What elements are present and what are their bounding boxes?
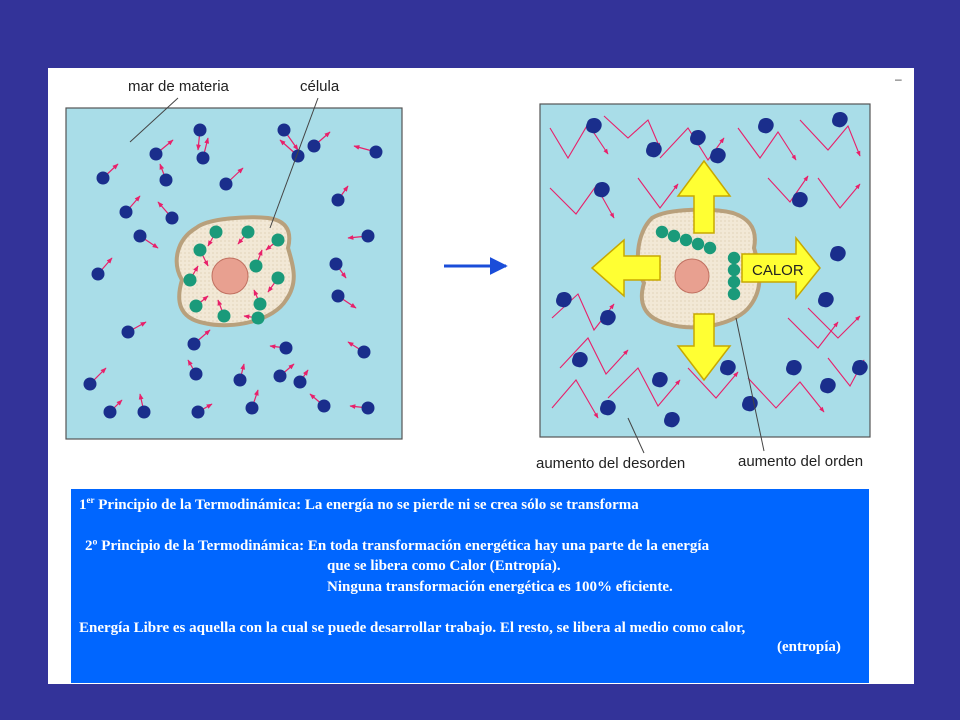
matter-particle [190, 368, 203, 381]
thermodynamics-text-box [71, 489, 869, 683]
matter-particle [332, 290, 345, 303]
cell-particle [194, 244, 207, 257]
matter-particle [362, 402, 375, 415]
cell-particle [254, 298, 267, 311]
cell-particle [184, 274, 197, 287]
efficiency-line: Ninguna transformación energética es 100% eficiente. [327, 579, 673, 595]
cell-particle [210, 226, 223, 239]
matter-particle [97, 172, 110, 185]
ordered-cell-particle [728, 288, 740, 300]
cell-particle [252, 312, 265, 325]
matter-particle [318, 400, 331, 413]
cell-particle [272, 234, 285, 247]
ordered-cell-particle [668, 230, 680, 242]
label-celula: célula [300, 78, 340, 95]
matter-particle [358, 346, 371, 359]
calor-label: CALOR [752, 262, 804, 279]
cell-particle [272, 272, 285, 285]
matter-particle [308, 140, 321, 153]
matter-particle [134, 230, 147, 243]
second-law-line: 2º Principio de la Termodinámica: En toda transformación energética hay una parte de la energía [85, 538, 710, 554]
ordered-cell-particle [680, 234, 692, 246]
matter-particle [280, 342, 293, 355]
matter-particle [370, 146, 383, 159]
matter-particle [246, 402, 259, 415]
ordered-cell-particle [704, 242, 716, 254]
first-law-number: 1 [79, 497, 87, 513]
cell-particle [190, 300, 203, 313]
content-sheet [48, 68, 914, 684]
matter-particle [84, 378, 97, 391]
matter-particle [220, 178, 233, 191]
right-nucleus [675, 259, 709, 293]
matter-particle [120, 206, 133, 219]
first-law-line [79, 495, 639, 514]
matter-particle [192, 406, 205, 419]
free-energy-line: Energía Libre es aquella con la cual se puede desarrollar trabajo. El resto, se libera al medio como calor, [79, 620, 746, 636]
cell-particle [250, 260, 263, 273]
matter-particle [104, 406, 117, 419]
matter-particle [362, 230, 375, 243]
thermodynamics-figure [48, 68, 914, 488]
matter-particle [138, 406, 151, 419]
matter-particle [150, 148, 163, 161]
ordered-cell-particle [728, 252, 740, 264]
matter-particle [188, 338, 201, 351]
corner-mark: – [895, 72, 902, 86]
ordered-cell-particle [656, 226, 668, 238]
matter-particle [234, 374, 247, 387]
matter-particle [92, 268, 105, 281]
matter-particle [197, 152, 210, 165]
entropy-line: (entropía) [777, 639, 841, 655]
cell-particle [242, 226, 255, 239]
matter-particle [274, 370, 287, 383]
matter-particle [194, 124, 207, 137]
matter-particle [160, 174, 173, 187]
ordered-cell-particle [692, 238, 704, 250]
matter-particle [332, 194, 345, 207]
matter-particle [278, 124, 291, 137]
matter-particle [122, 326, 135, 339]
matter-particle [166, 212, 179, 225]
second-law-continuation: que se libera como Calor (Entropía). [327, 558, 561, 574]
label-mar-de-materia: mar de materia [128, 78, 229, 95]
label-aumento-desorden: aumento del desorden [536, 455, 686, 472]
ordered-cell-particle [728, 264, 740, 276]
matter-particle [330, 258, 343, 271]
ordered-cell-particle [728, 276, 740, 288]
left-nucleus [212, 258, 248, 294]
matter-particle [294, 376, 307, 389]
label-aumento-orden: aumento del orden [738, 453, 864, 470]
first-law-text: Principio de la Termodinámica: La energía no se pierde ni se crea sólo se transforma [94, 497, 639, 513]
first-law-superscript: er [86, 495, 95, 505]
cell-particle [218, 310, 231, 323]
